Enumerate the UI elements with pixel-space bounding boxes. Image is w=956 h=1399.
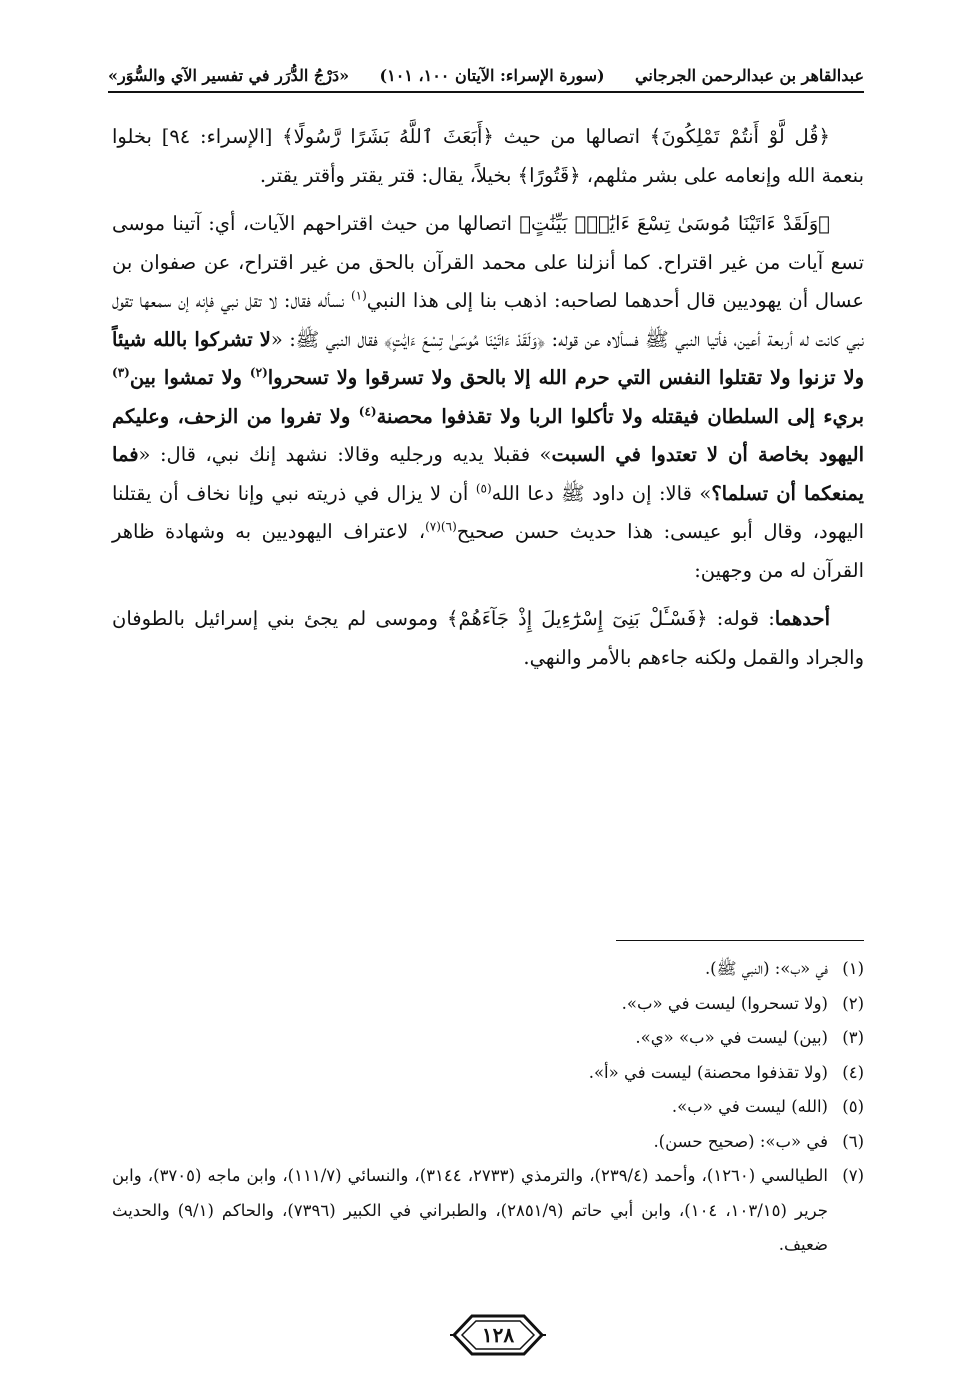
text-span: [الإسراء: ٩٤] بخلوا بنعمة الله وإنعامه على بشر مثلهم، — [112, 125, 864, 187]
main-text — [112, 118, 864, 687]
text-span: أن لا يزال في ذريته نبي وإنا نخاف أن يقتلنا اليهود، وقال أبو عيسى: هذا حديث حسن صحيح — [112, 481, 864, 543]
footnote-ref: (٤) — [358, 404, 377, 418]
footnote-number: (٧) — [842, 1166, 864, 1185]
footnote-text: (ولا تقذفوا محصنة) ليست في «أ». — [588, 1062, 828, 1082]
text-span: : قوله: — [707, 607, 775, 630]
hadith-text: فما يمنعكما أن تسلما؟ — [112, 443, 864, 505]
footnote-divider — [616, 940, 864, 941]
footnote-number: (٦) — [842, 1131, 864, 1151]
footnote-item — [112, 1090, 864, 1125]
footnote-text: في «ب»: (صحيح حسن). — [653, 1131, 828, 1151]
hadith-text: بريء إلى السلطان فيقتله ولا تأكلوا الربا ولا تقذفوا محصنة — [376, 404, 864, 428]
text-span: » قالا: إن داود ﷺ دعا الله — [491, 481, 712, 505]
footnote-text: (بين) ليست في «ب» «ي». — [635, 1028, 828, 1047]
paragraph-2 — [112, 205, 864, 590]
quran-quote: ﴿وَلَقَدْ ءَاتَيْنَا مُوسَىٰ تِسْعَ ءَايَٰتٍۭ بَيِّنَٰتٍ﴾ — [519, 212, 830, 235]
footnote-text: الطيالسي (١٢٦٠)، وأحمد (٢٣٩/٤)، والترمذي (٢٧٣٣، ٣١٤٤)، والنسائي (١١١/٧)، وابن ماجه (٣٧٠٥)، وابن جرير (١٠٣/١٥، ١٠٤)، وابن أبي حاتم (٢٨٥١/٩)، والطبراني في الكبير (٧٣٩٦)، والحاكم (٩/١) والحديث ضعيف. — [112, 1166, 828, 1254]
footnote-item — [112, 1056, 864, 1091]
footnote-ref: (٥) — [475, 481, 492, 495]
paragraph-1 — [112, 118, 864, 195]
text-span: اتصالها من حيث — [493, 125, 650, 148]
footnote-number: (٥) — [842, 1097, 864, 1116]
footnote-ref: (٢) — [249, 365, 268, 380]
text-span: وموسى لم يجئ بني إسرائيل بالطوفان والجراد والقمل ولكنه جاءهم بالأمر والنهي. — [112, 607, 864, 669]
text-span: » فقبلا يديه ورجليه وقالا: نشهد إنك نبي، قال: « — [138, 443, 552, 466]
quran-quote: ﴿قَتُورًا﴾ — [517, 163, 581, 187]
quran-quote: ﴿فَسْـَٔلْ بَنِىٓ إِسْرَٰٓءِيلَ إِذْ جَآءَهُمْ﴾ — [447, 607, 708, 630]
header-book-title: «دَرْجُ الدُّرَر في تفسير الآي والسُّوَر» — [108, 65, 350, 85]
footnote-number: (٣) — [842, 1028, 864, 1047]
quran-quote: ﴿أَبَعَثَ ٱللَّهُ بَشَرًا رَّسُولًا﴾ — [282, 125, 494, 148]
footnote-item — [112, 1021, 864, 1056]
footnotes — [112, 952, 864, 1263]
hadith-text: ولا تفروا من الزحف، وعليكم اليهود بخاصة أن لا تعتدوا في السبت — [112, 404, 864, 466]
header-surah-reference: (سورة الإسراء: الآيتان ١٠٠، ١٠١) — [379, 65, 605, 85]
text-span: بخيلاً، يقال: قتر يقتر وأقتر يقتر. — [259, 163, 518, 187]
footnote-ref: (١) — [350, 288, 367, 303]
point-label: أحدهما — [774, 607, 831, 630]
footnote-item — [112, 987, 864, 1022]
footnote-ref: (٦)(٧) — [425, 519, 457, 534]
footnote-text: (ولا تسحروا) ليست في «ب». — [621, 993, 828, 1013]
text-span: فقال النبي ﷺ: « — [270, 327, 385, 351]
running-header — [108, 58, 864, 92]
header-divider — [108, 91, 864, 93]
footnote-item — [112, 1125, 864, 1160]
text-span: ، لاعتراف اليهوديين به وشهادة ظاهر القرآن له من وجهين: — [112, 520, 864, 582]
footnote-text: في «ب»: (النبي ﷺ). — [704, 959, 828, 978]
text-span: نسأله فقال: لا تقل نبي فإنه إن سمعها تقول نبي كانت له أربعة أعين، فأتيا النبي ﷺ فسألاه عن قوله: — [112, 289, 864, 351]
footnote-item — [112, 1159, 864, 1263]
header-author: عبدالقاهر بن عبدالرحمن الجرجاني — [635, 65, 864, 85]
paragraph-3 — [112, 600, 864, 677]
page-number-ornament — [450, 1310, 546, 1360]
footnote-text: (الله) ليست في «ب». — [671, 1097, 828, 1116]
quran-quote: ﴿قُل لَّوْ أَنتُمْ تَمْلِكُونَ﴾ — [649, 125, 830, 148]
footnote-item — [112, 952, 864, 987]
hadith-text: ولا تمشوا بين — [129, 366, 250, 389]
hadith-text: لا تشركوا بالله شيئاً ولا تزنوا ولا تقتلوا النفس التي حرم الله إلا بالحق ولا تسرقوا ولا تسحروا — [112, 327, 864, 389]
footnote-number: (١) — [842, 959, 864, 978]
text-span: اتصالها من حيث اقتراحهم الآيات، أي: آتينا موسى تسع آيات من غير اقتراح. كما أنزلنا على محمد القرآن بالحق من غير اقتراح، عن صفوان بن عسال أن يهوديين قال أحدهما لصاحبه: اذهب بنا إلى هذا النبي — [112, 212, 864, 312]
quran-quote: ﴿وَلَقَدْ ءَاتَيْنَا مُوسَىٰ تِسْعَ ءَايَٰتٍ﴾ — [384, 327, 546, 351]
footnote-number: (٤) — [842, 1062, 864, 1082]
footnote-ref: (٣) — [112, 365, 130, 380]
footnote-number: (٢) — [842, 993, 864, 1013]
page-number: ١٢٨ — [481, 1323, 515, 1347]
